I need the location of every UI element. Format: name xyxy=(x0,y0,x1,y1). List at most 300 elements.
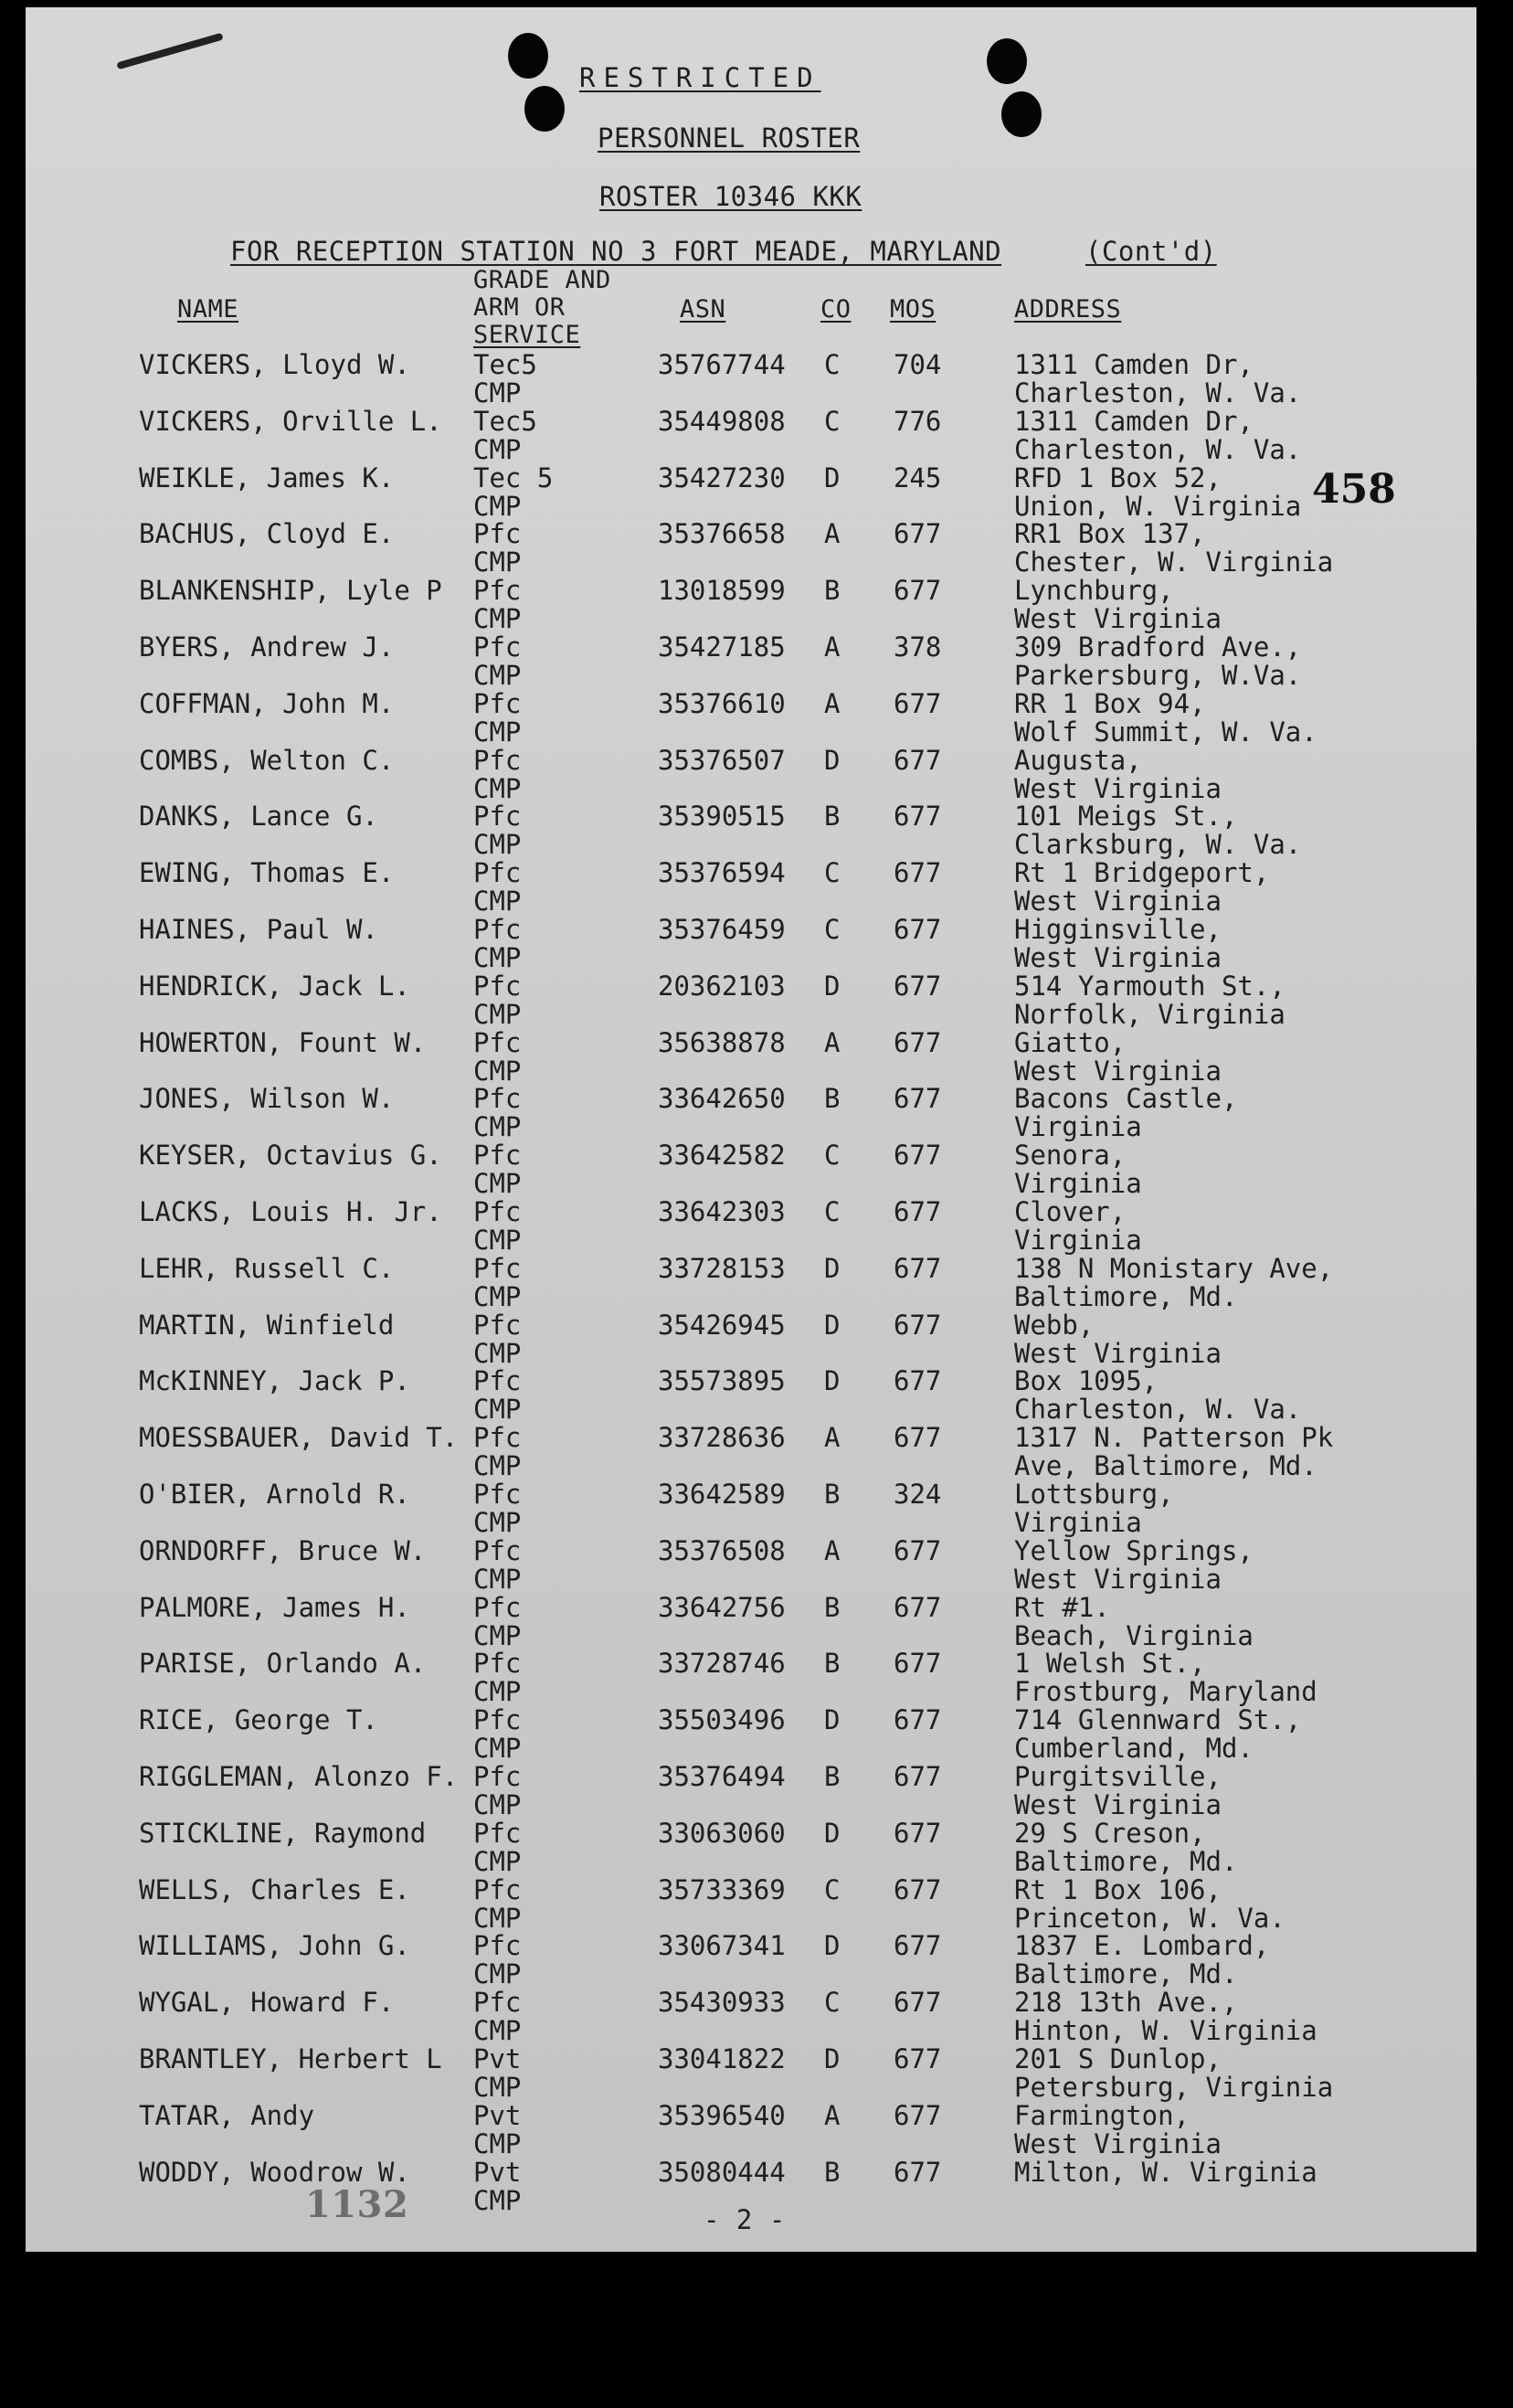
cell-service: CMP xyxy=(473,1394,522,1425)
cell-asn: 35396540 xyxy=(658,2100,786,2131)
cell-grade: Pfc xyxy=(473,1027,522,1058)
cell-grade: Pfc xyxy=(473,1365,522,1396)
table-row xyxy=(26,520,1476,577)
cell-service: CMP xyxy=(473,491,522,522)
cell-grade: Pfc xyxy=(473,1140,522,1171)
table-row xyxy=(26,2045,1476,2102)
table-row xyxy=(26,633,1476,690)
cell-addr1: Box 1095, xyxy=(1014,1365,1159,1396)
punch-hole-left xyxy=(524,86,565,132)
cell-co: A xyxy=(824,1027,841,1058)
cell-service: CMP xyxy=(473,2015,522,2046)
table-row xyxy=(26,1141,1476,1198)
cell-mos: 324 xyxy=(894,1479,942,1510)
table-row xyxy=(26,690,1476,747)
cell-addr1: Bacons Castle, xyxy=(1014,1083,1238,1114)
cell-addr2: Baltimore, Md. xyxy=(1014,1958,1238,1989)
cell-co: D xyxy=(824,1818,841,1849)
cell-co: D xyxy=(824,745,841,776)
cell-addr2: West Virginia xyxy=(1014,603,1222,634)
cell-mos: 677 xyxy=(894,1422,942,1453)
cell-grade: Pfc xyxy=(473,971,522,1002)
cell-name: MARTIN, Winfield xyxy=(139,1310,395,1341)
cell-service: CMP xyxy=(473,1789,522,1820)
table-row xyxy=(26,1085,1476,1141)
cell-mos: 704 xyxy=(894,349,942,380)
cell-addr1: Webb, xyxy=(1014,1310,1095,1341)
cell-mos: 677 xyxy=(894,688,942,719)
table-row xyxy=(26,1763,1476,1819)
cell-service: CMP xyxy=(473,716,522,748)
cell-service: CMP xyxy=(473,2072,522,2103)
cell-addr2: Charleston, W. Va. xyxy=(1014,1394,1302,1425)
cell-service: CMP xyxy=(473,886,522,917)
cell-service: CMP xyxy=(473,1168,522,1199)
cell-addr1: Rt #1. xyxy=(1014,1592,1110,1623)
cell-addr1: Senora, xyxy=(1014,1140,1127,1171)
table-row xyxy=(26,1706,1476,1763)
cell-asn: 35449808 xyxy=(658,406,786,437)
cell-asn: 33642756 xyxy=(658,1592,786,1623)
cell-co: D xyxy=(824,1365,841,1396)
cell-addr1: RFD 1 Box 52, xyxy=(1014,462,1222,493)
cell-addr2: Wolf Summit, W. Va. xyxy=(1014,716,1317,748)
cell-mos: 677 xyxy=(894,1874,942,1905)
cell-mos: 677 xyxy=(894,914,942,945)
cell-grade: Pfc xyxy=(473,1874,522,1905)
cell-addr1: 1311 Camden Dr, xyxy=(1014,349,1254,380)
cell-co: C xyxy=(824,406,841,437)
cell-mos: 378 xyxy=(894,631,942,663)
cell-addr2: Parkersburg, W.Va. xyxy=(1014,660,1302,691)
cell-addr2: Virginia xyxy=(1014,1168,1142,1199)
table-row xyxy=(26,1255,1476,1311)
cell-addr1: Rt 1 Box 106, xyxy=(1014,1874,1222,1905)
cell-co: B xyxy=(824,1479,841,1510)
cell-addr1: 138 N Monistary Ave, xyxy=(1014,1253,1334,1284)
cell-name: PALMORE, James H. xyxy=(139,1592,410,1623)
cell-name: BLANKENSHIP, Lyle P xyxy=(139,575,442,606)
cell-mos: 677 xyxy=(894,1930,942,1961)
col-asn: ASN xyxy=(680,295,726,324)
cell-name: WILLIAMS, John G. xyxy=(139,1930,410,1961)
cell-mos: 677 xyxy=(894,1027,942,1058)
cell-co: D xyxy=(824,1310,841,1341)
cell-asn: 35427185 xyxy=(658,631,786,663)
table-row xyxy=(26,1537,1476,1594)
cell-grade: Pfc xyxy=(473,1083,522,1114)
table-row xyxy=(26,1989,1476,2045)
cell-addr2: West Virginia xyxy=(1014,2128,1222,2159)
cell-service: CMP xyxy=(473,1507,522,1538)
cell-addr1: 201 S Dunlop, xyxy=(1014,2043,1222,2074)
cell-co: D xyxy=(824,1704,841,1735)
table-row xyxy=(26,577,1476,633)
cell-service: CMP xyxy=(473,1055,522,1087)
cell-name: MOESSBAUER, David T. xyxy=(139,1422,459,1453)
cell-name: LACKS, Louis H. Jr. xyxy=(139,1196,442,1227)
cell-mos: 677 xyxy=(894,745,942,776)
cell-grade: Pfc xyxy=(473,914,522,945)
cell-mos: 677 xyxy=(894,857,942,888)
table-row xyxy=(26,1480,1476,1537)
cell-addr2: Charleston, W. Va. xyxy=(1014,377,1302,408)
cell-asn: 35080444 xyxy=(658,2157,786,2188)
cell-addr2: Virginia xyxy=(1014,1111,1142,1142)
table-row xyxy=(26,1594,1476,1650)
cell-name: PARISE, Orlando A. xyxy=(139,1648,427,1679)
footer-stamp: 1132 xyxy=(305,2183,409,2226)
cell-name: WEIKLE, James K. xyxy=(139,462,395,493)
cell-co: D xyxy=(824,2043,841,2074)
table-row xyxy=(26,747,1476,803)
cell-name: McKINNEY, Jack P. xyxy=(139,1365,410,1396)
cell-addr1: Lynchburg, xyxy=(1014,575,1174,606)
cell-grade: Pvt xyxy=(473,2157,522,2188)
cell-name: BYERS, Andrew J. xyxy=(139,631,395,663)
cell-asn: 35573895 xyxy=(658,1365,786,1396)
cell-co: B xyxy=(824,1761,841,1792)
cell-name: HENDRICK, Jack L. xyxy=(139,971,410,1002)
cell-asn: 35426945 xyxy=(658,1310,786,1341)
cell-mos: 677 xyxy=(894,1310,942,1341)
cell-addr1: Farmington, xyxy=(1014,2100,1190,2131)
cell-mos: 677 xyxy=(894,1083,942,1114)
cell-co: A xyxy=(824,1535,841,1566)
cell-mos: 677 xyxy=(894,1987,942,2018)
cell-service: CMP xyxy=(473,1281,522,1312)
table-row xyxy=(26,2102,1476,2159)
cell-co: A xyxy=(824,688,841,719)
table-row xyxy=(26,351,1476,408)
cell-co: C xyxy=(824,1987,841,2018)
cell-addr1: 714 Glennward St., xyxy=(1014,1704,1302,1735)
cell-asn: 33041822 xyxy=(658,2043,786,2074)
cell-grade: Pfc xyxy=(473,518,522,549)
cell-grade: Pfc xyxy=(473,1422,522,1453)
cell-mos: 677 xyxy=(894,1818,942,1849)
cell-grade: Pfc xyxy=(473,1930,522,1961)
cell-grade: Pfc xyxy=(473,688,522,719)
table-row xyxy=(26,1029,1476,1086)
table-row xyxy=(26,408,1476,464)
cell-grade: Pfc xyxy=(473,1818,522,1849)
cell-service: CMP xyxy=(473,1450,522,1481)
cell-grade: Pfc xyxy=(473,1592,522,1623)
cell-asn: 33067341 xyxy=(658,1930,786,1961)
cell-grade: Pfc xyxy=(473,1535,522,1566)
cell-grade: Pfc xyxy=(473,1987,522,2018)
cell-co: C xyxy=(824,914,841,945)
cell-grade: Pvt xyxy=(473,2100,522,2131)
cell-mos: 776 xyxy=(894,406,942,437)
cell-addr1: 218 13th Ave., xyxy=(1014,1987,1238,2018)
cell-mos: 677 xyxy=(894,1196,942,1227)
cell-asn: 35390515 xyxy=(658,801,786,832)
cell-co: C xyxy=(824,1874,841,1905)
cell-name: STICKLINE, Raymond xyxy=(139,1818,427,1849)
cell-asn: 33728636 xyxy=(658,1422,786,1453)
cell-grade: Pfc xyxy=(473,1196,522,1227)
cell-mos: 245 xyxy=(894,462,942,493)
cell-service: CMP xyxy=(473,1958,522,1989)
cell-asn: 35376610 xyxy=(658,688,786,719)
col-grade-2: ARM OR xyxy=(473,293,566,322)
punch-hole-top-left xyxy=(508,33,548,79)
cell-name: TATAR, Andy xyxy=(139,2100,315,2131)
cell-addr1: 309 Bradford Ave., xyxy=(1014,631,1302,663)
cell-addr1: Lottsburg, xyxy=(1014,1479,1174,1510)
cell-asn: 35376508 xyxy=(658,1535,786,1566)
table-row xyxy=(26,464,1476,521)
cell-asn: 35733369 xyxy=(658,1874,786,1905)
cell-service: CMP xyxy=(473,942,522,973)
cell-addr1: 1837 E. Lombard, xyxy=(1014,1930,1270,1961)
cell-mos: 677 xyxy=(894,1761,942,1792)
cell-asn: 33063060 xyxy=(658,1818,786,1849)
cell-name: WYGAL, Howard F. xyxy=(139,1987,395,2018)
cell-service: CMP xyxy=(473,1225,522,1256)
cell-addr2: Chester, W. Virginia xyxy=(1014,546,1334,578)
cell-mos: 677 xyxy=(894,971,942,1002)
cell-grade: Pfc xyxy=(473,1648,522,1679)
cell-asn: 35376494 xyxy=(658,1761,786,1792)
cell-service: CMP xyxy=(473,773,522,804)
table-row xyxy=(26,1311,1476,1368)
cell-service: CMP xyxy=(473,377,522,408)
table-row xyxy=(26,859,1476,916)
cell-asn: 33642589 xyxy=(658,1479,786,1510)
cell-grade: Pfc xyxy=(473,857,522,888)
cell-mos: 677 xyxy=(894,1648,942,1679)
punch-hole-top-right xyxy=(987,38,1027,84)
cell-service: CMP xyxy=(473,2128,522,2159)
cell-grade: Pfc xyxy=(473,631,522,663)
cell-asn: 20362103 xyxy=(658,971,786,1002)
cell-asn: 35376507 xyxy=(658,745,786,776)
continued-label: (Cont'd) xyxy=(1085,236,1217,267)
cell-co: B xyxy=(824,1083,841,1114)
table-row xyxy=(26,1424,1476,1480)
cell-addr1: 1311 Camden Dr, xyxy=(1014,406,1254,437)
cell-asn: 33728153 xyxy=(658,1253,786,1284)
cell-addr2: Virginia xyxy=(1014,1507,1142,1538)
cell-co: B xyxy=(824,575,841,606)
col-address: ADDRESS xyxy=(1014,295,1122,324)
cell-name: BACHUS, Cloyd E. xyxy=(139,518,395,549)
cell-addr2: West Virginia xyxy=(1014,1789,1222,1820)
cell-grade: Tec5 xyxy=(473,349,537,380)
cell-grade: Pfc xyxy=(473,575,522,606)
table-row xyxy=(26,916,1476,972)
cell-addr1: 101 Meigs St., xyxy=(1014,801,1238,832)
cell-addr2: Clarksburg, W. Va. xyxy=(1014,829,1302,860)
cell-co: A xyxy=(824,2100,841,2131)
cell-name: ORNDORFF, Bruce W. xyxy=(139,1535,427,1566)
table-row xyxy=(26,1650,1476,1706)
cell-addr2: Baltimore, Md. xyxy=(1014,1846,1238,1877)
cell-grade: Pfc xyxy=(473,745,522,776)
cell-mos: 677 xyxy=(894,2157,942,2188)
cell-asn: 33728746 xyxy=(658,1648,786,1679)
col-name: NAME xyxy=(177,295,239,324)
cell-addr2: West Virginia xyxy=(1014,773,1222,804)
cell-service: CMP xyxy=(473,829,522,860)
cell-co: C xyxy=(824,1196,841,1227)
cell-addr2: Petersburg, Virginia xyxy=(1014,2072,1334,2103)
cell-co: A xyxy=(824,518,841,549)
cell-mos: 677 xyxy=(894,1535,942,1566)
cell-mos: 677 xyxy=(894,518,942,549)
cell-grade: Pfc xyxy=(473,1704,522,1735)
cell-addr1: RR1 Box 137, xyxy=(1014,518,1206,549)
cell-asn: 35430933 xyxy=(658,1987,786,2018)
cell-service: CMP xyxy=(473,603,522,634)
col-grade-1: GRADE AND xyxy=(473,266,611,294)
cell-co: A xyxy=(824,1422,841,1453)
cell-grade: Pvt xyxy=(473,2043,522,2074)
cell-asn: 35376459 xyxy=(658,914,786,945)
cell-service: CMP xyxy=(473,1620,522,1651)
cell-name: EWING, Thomas E. xyxy=(139,857,395,888)
cell-co: A xyxy=(824,631,841,663)
table-row xyxy=(26,1367,1476,1424)
cell-service: CMP xyxy=(473,999,522,1030)
cell-name: RICE, George T. xyxy=(139,1704,378,1735)
cell-co: D xyxy=(824,1253,841,1284)
cell-addr2: Frostburg, Maryland xyxy=(1014,1676,1317,1707)
cell-addr1: Giatto, xyxy=(1014,1027,1127,1058)
cell-co: B xyxy=(824,801,841,832)
cell-addr2: Cumberland, Md. xyxy=(1014,1733,1254,1764)
cell-addr1: Rt 1 Bridgeport, xyxy=(1014,857,1270,888)
cell-addr1: Milton, W. Virginia xyxy=(1014,2157,1317,2188)
cell-grade: Tec5 xyxy=(473,406,537,437)
punch-hole-right xyxy=(1001,91,1042,137)
cell-co: C xyxy=(824,1140,841,1171)
cell-addr1: 29 S Creson, xyxy=(1014,1818,1206,1849)
table-row xyxy=(26,1198,1476,1255)
cell-service: CMP xyxy=(473,1564,522,1595)
cell-service: CMP xyxy=(473,1733,522,1764)
cell-name: COFFMAN, John M. xyxy=(139,688,395,719)
table-row xyxy=(26,1819,1476,1876)
cell-name: LEHR, Russell C. xyxy=(139,1253,395,1284)
cell-addr1: RR 1 Box 94, xyxy=(1014,688,1206,719)
cell-name: WODDY, Woodrow W. xyxy=(139,2157,410,2188)
cell-addr1: Augusta, xyxy=(1014,745,1142,776)
cell-name: KEYSER, Octavius G. xyxy=(139,1140,442,1171)
cell-service: CMP xyxy=(473,434,522,465)
cell-mos: 677 xyxy=(894,2100,942,2131)
cell-addr2: Hinton, W. Virginia xyxy=(1014,2015,1317,2046)
col-grade-3: SERVICE xyxy=(473,321,581,349)
cell-service: CMP xyxy=(473,1111,522,1142)
cell-mos: 677 xyxy=(894,575,942,606)
roster-type: PERSONNEL ROSTER xyxy=(598,122,861,154)
cell-mos: 677 xyxy=(894,1140,942,1171)
cell-grade: Pfc xyxy=(473,1253,522,1284)
cell-name: JONES, Wilson W. xyxy=(139,1083,395,1114)
cell-name: VICKERS, Lloyd W. xyxy=(139,349,410,380)
cell-asn: 33642303 xyxy=(658,1196,786,1227)
cell-service: CMP xyxy=(473,546,522,578)
cell-addr2: West Virginia xyxy=(1014,1564,1222,1595)
cell-addr2: West Virginia xyxy=(1014,1338,1222,1369)
cell-asn: 13018599 xyxy=(658,575,786,606)
cell-name: O'BIER, Arnold R. xyxy=(139,1479,410,1510)
cell-addr2: Ave, Baltimore, Md. xyxy=(1014,1450,1317,1481)
cell-addr2: Beach, Virginia xyxy=(1014,1620,1254,1651)
cell-name: WELLS, Charles E. xyxy=(139,1874,410,1905)
cell-addr2: Princeton, W. Va. xyxy=(1014,1903,1286,1934)
cell-addr2: Norfolk, Virginia xyxy=(1014,999,1286,1030)
cell-asn: 35503496 xyxy=(658,1704,786,1735)
cell-addr2: Virginia xyxy=(1014,1225,1142,1256)
cell-service: CMP xyxy=(473,1676,522,1707)
cell-co: B xyxy=(824,1592,841,1623)
cell-service: CMP xyxy=(473,1338,522,1369)
ink-mark xyxy=(116,33,224,70)
cell-addr2: West Virginia xyxy=(1014,1055,1222,1087)
cell-co: B xyxy=(824,1648,841,1679)
cell-asn: 33642650 xyxy=(658,1083,786,1114)
table-row xyxy=(26,1932,1476,1989)
station-title: FOR RECEPTION STATION NO 3 FORT MEADE, MARYLAND xyxy=(230,236,1002,267)
cell-name: COMBS, Welton C. xyxy=(139,745,395,776)
cell-name: HOWERTON, Fount W. xyxy=(139,1027,427,1058)
cell-co: C xyxy=(824,857,841,888)
cell-asn: 35767744 xyxy=(658,349,786,380)
col-co: CO xyxy=(820,295,852,324)
cell-addr1: Yellow Springs, xyxy=(1014,1535,1254,1566)
stamp-number: 458 xyxy=(1312,466,1396,513)
cell-addr1: Clover, xyxy=(1014,1196,1127,1227)
cell-addr2: Baltimore, Md. xyxy=(1014,1281,1238,1312)
cell-mos: 677 xyxy=(894,2043,942,2074)
cell-name: VICKERS, Orville L. xyxy=(139,406,442,437)
roster-number: ROSTER 10346 KKK xyxy=(599,181,862,212)
cell-mos: 677 xyxy=(894,1592,942,1623)
cell-addr2: West Virginia xyxy=(1014,942,1222,973)
cell-addr2: Union, W. Virginia xyxy=(1014,491,1302,522)
cell-name: RIGGLEMAN, Alonzo F. xyxy=(139,1761,459,1792)
cell-addr1: Higginsville, xyxy=(1014,914,1222,945)
cell-addr2: West Virginia xyxy=(1014,886,1222,917)
cell-addr1: Purgitsville, xyxy=(1014,1761,1222,1792)
cell-co: D xyxy=(824,971,841,1002)
cell-addr1: 514 Yarmouth St., xyxy=(1014,971,1286,1002)
cell-asn: 35638878 xyxy=(658,1027,786,1058)
cell-mos: 677 xyxy=(894,1253,942,1284)
cell-service: CMP xyxy=(473,1846,522,1877)
cell-asn: 35376594 xyxy=(658,857,786,888)
cell-addr1: 1317 N. Patterson Pk xyxy=(1014,1422,1334,1453)
table-row xyxy=(26,1876,1476,1933)
cell-asn: 35427230 xyxy=(658,462,786,493)
cell-addr2: Charleston, W. Va. xyxy=(1014,434,1302,465)
cell-co: C xyxy=(824,349,841,380)
table-row xyxy=(26,802,1476,859)
cell-mos: 677 xyxy=(894,1365,942,1396)
cell-co: D xyxy=(824,1930,841,1961)
cell-name: DANKS, Lance G. xyxy=(139,801,378,832)
cell-co: B xyxy=(824,2157,841,2188)
restricted-heading: RESTRICTED xyxy=(579,62,821,93)
cell-service: CMP xyxy=(473,1903,522,1934)
cell-addr1: 1 Welsh St., xyxy=(1014,1648,1206,1679)
cell-mos: 677 xyxy=(894,801,942,832)
